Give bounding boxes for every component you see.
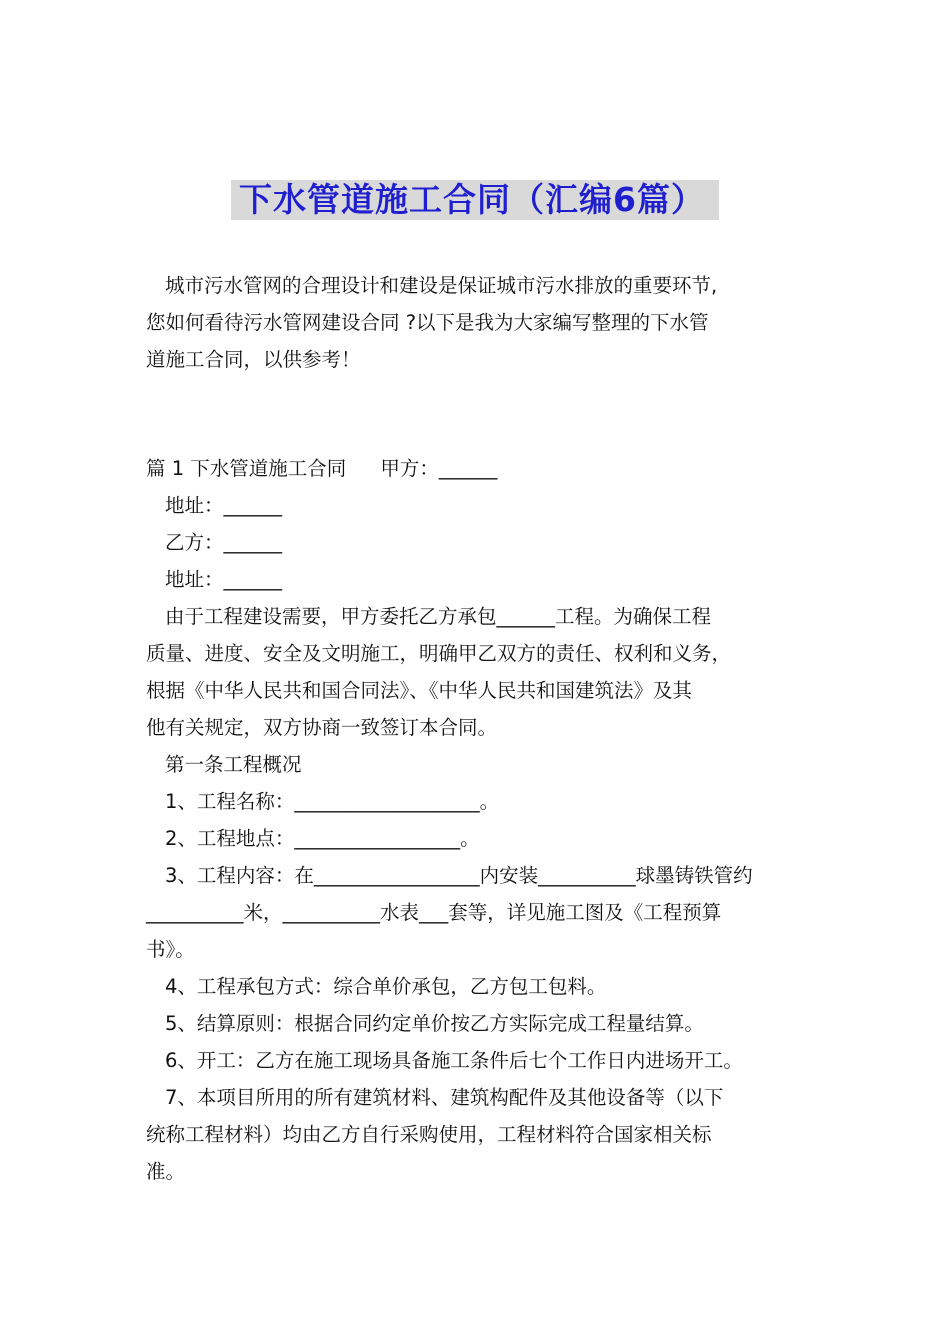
clause-line: 6、开工：乙方在施工现场具备施工条件后七个工作日内进场开工。 [165, 1049, 743, 1072]
clause-line: 5、结算原则：根据合同约定单价按乙方实际完成工程量结算。 [165, 1012, 704, 1035]
intro-paragraph [146, 267, 826, 378]
body-line: 根据《中华人民共和国合同法》、《中华人民共和国建筑法》及其 [146, 679, 693, 702]
section-heading-line [146, 450, 826, 487]
body-line: 他有关规定，双方协商一致签订本合同。 [146, 716, 498, 739]
document-title: 下水管道施工合同（汇编6篇） [231, 180, 719, 220]
clause-line: 7、本项目所用的所有建筑材料、建筑构配件及其他设备等（以下 [165, 1086, 724, 1109]
section-heading: 篇 1 下水管道施工合同 [146, 457, 347, 480]
address-b-line: 地址：______ [165, 568, 283, 591]
party-b-line: 乙方：______ [165, 531, 283, 554]
contract-section [146, 450, 826, 1190]
clause-line: 统称工程材料）均由乙方自行采购使用，工程材料符合国家相关标 [146, 1123, 712, 1146]
intro-line: 城市污水管网的合理设计和建设是保证城市污水排放的重要环节, [165, 274, 718, 297]
clause-line: 3、工程内容：在_________________内安装__________球墨铸铁管约 [165, 864, 753, 887]
address-a-line: 地址：______ [165, 494, 283, 517]
intro-line: 您如何看待污水管网建设合同 ?以下是我为大家编写整理的下水管 [146, 311, 709, 334]
party-a-field: 甲方：______ [380, 457, 498, 480]
clause-line: 4、工程承包方式：综合单价承包，乙方包工包料。 [165, 975, 607, 998]
clause-line: 2、工程地点：_________________。 [165, 827, 480, 850]
article-heading: 第一条工程概况 [165, 753, 302, 776]
title-container [0, 180, 950, 220]
clause-line: 书》。 [146, 938, 195, 961]
clause-line: 1、工程名称：___________________。 [165, 790, 500, 813]
clause-line: __________米，__________水表___套等，详见施工图及《工程预算 [146, 901, 722, 924]
clause-line: 准。 [146, 1160, 186, 1183]
intro-line: 道施工合同，以供参考！ [146, 348, 361, 371]
body-line: 由于工程建设需要，甲方委托乙方承包______工程。为确保工程 [165, 605, 712, 628]
body-line: 质量、进度、安全及文明施工，明确甲乙双方的责任、权利和义务， [146, 642, 732, 665]
